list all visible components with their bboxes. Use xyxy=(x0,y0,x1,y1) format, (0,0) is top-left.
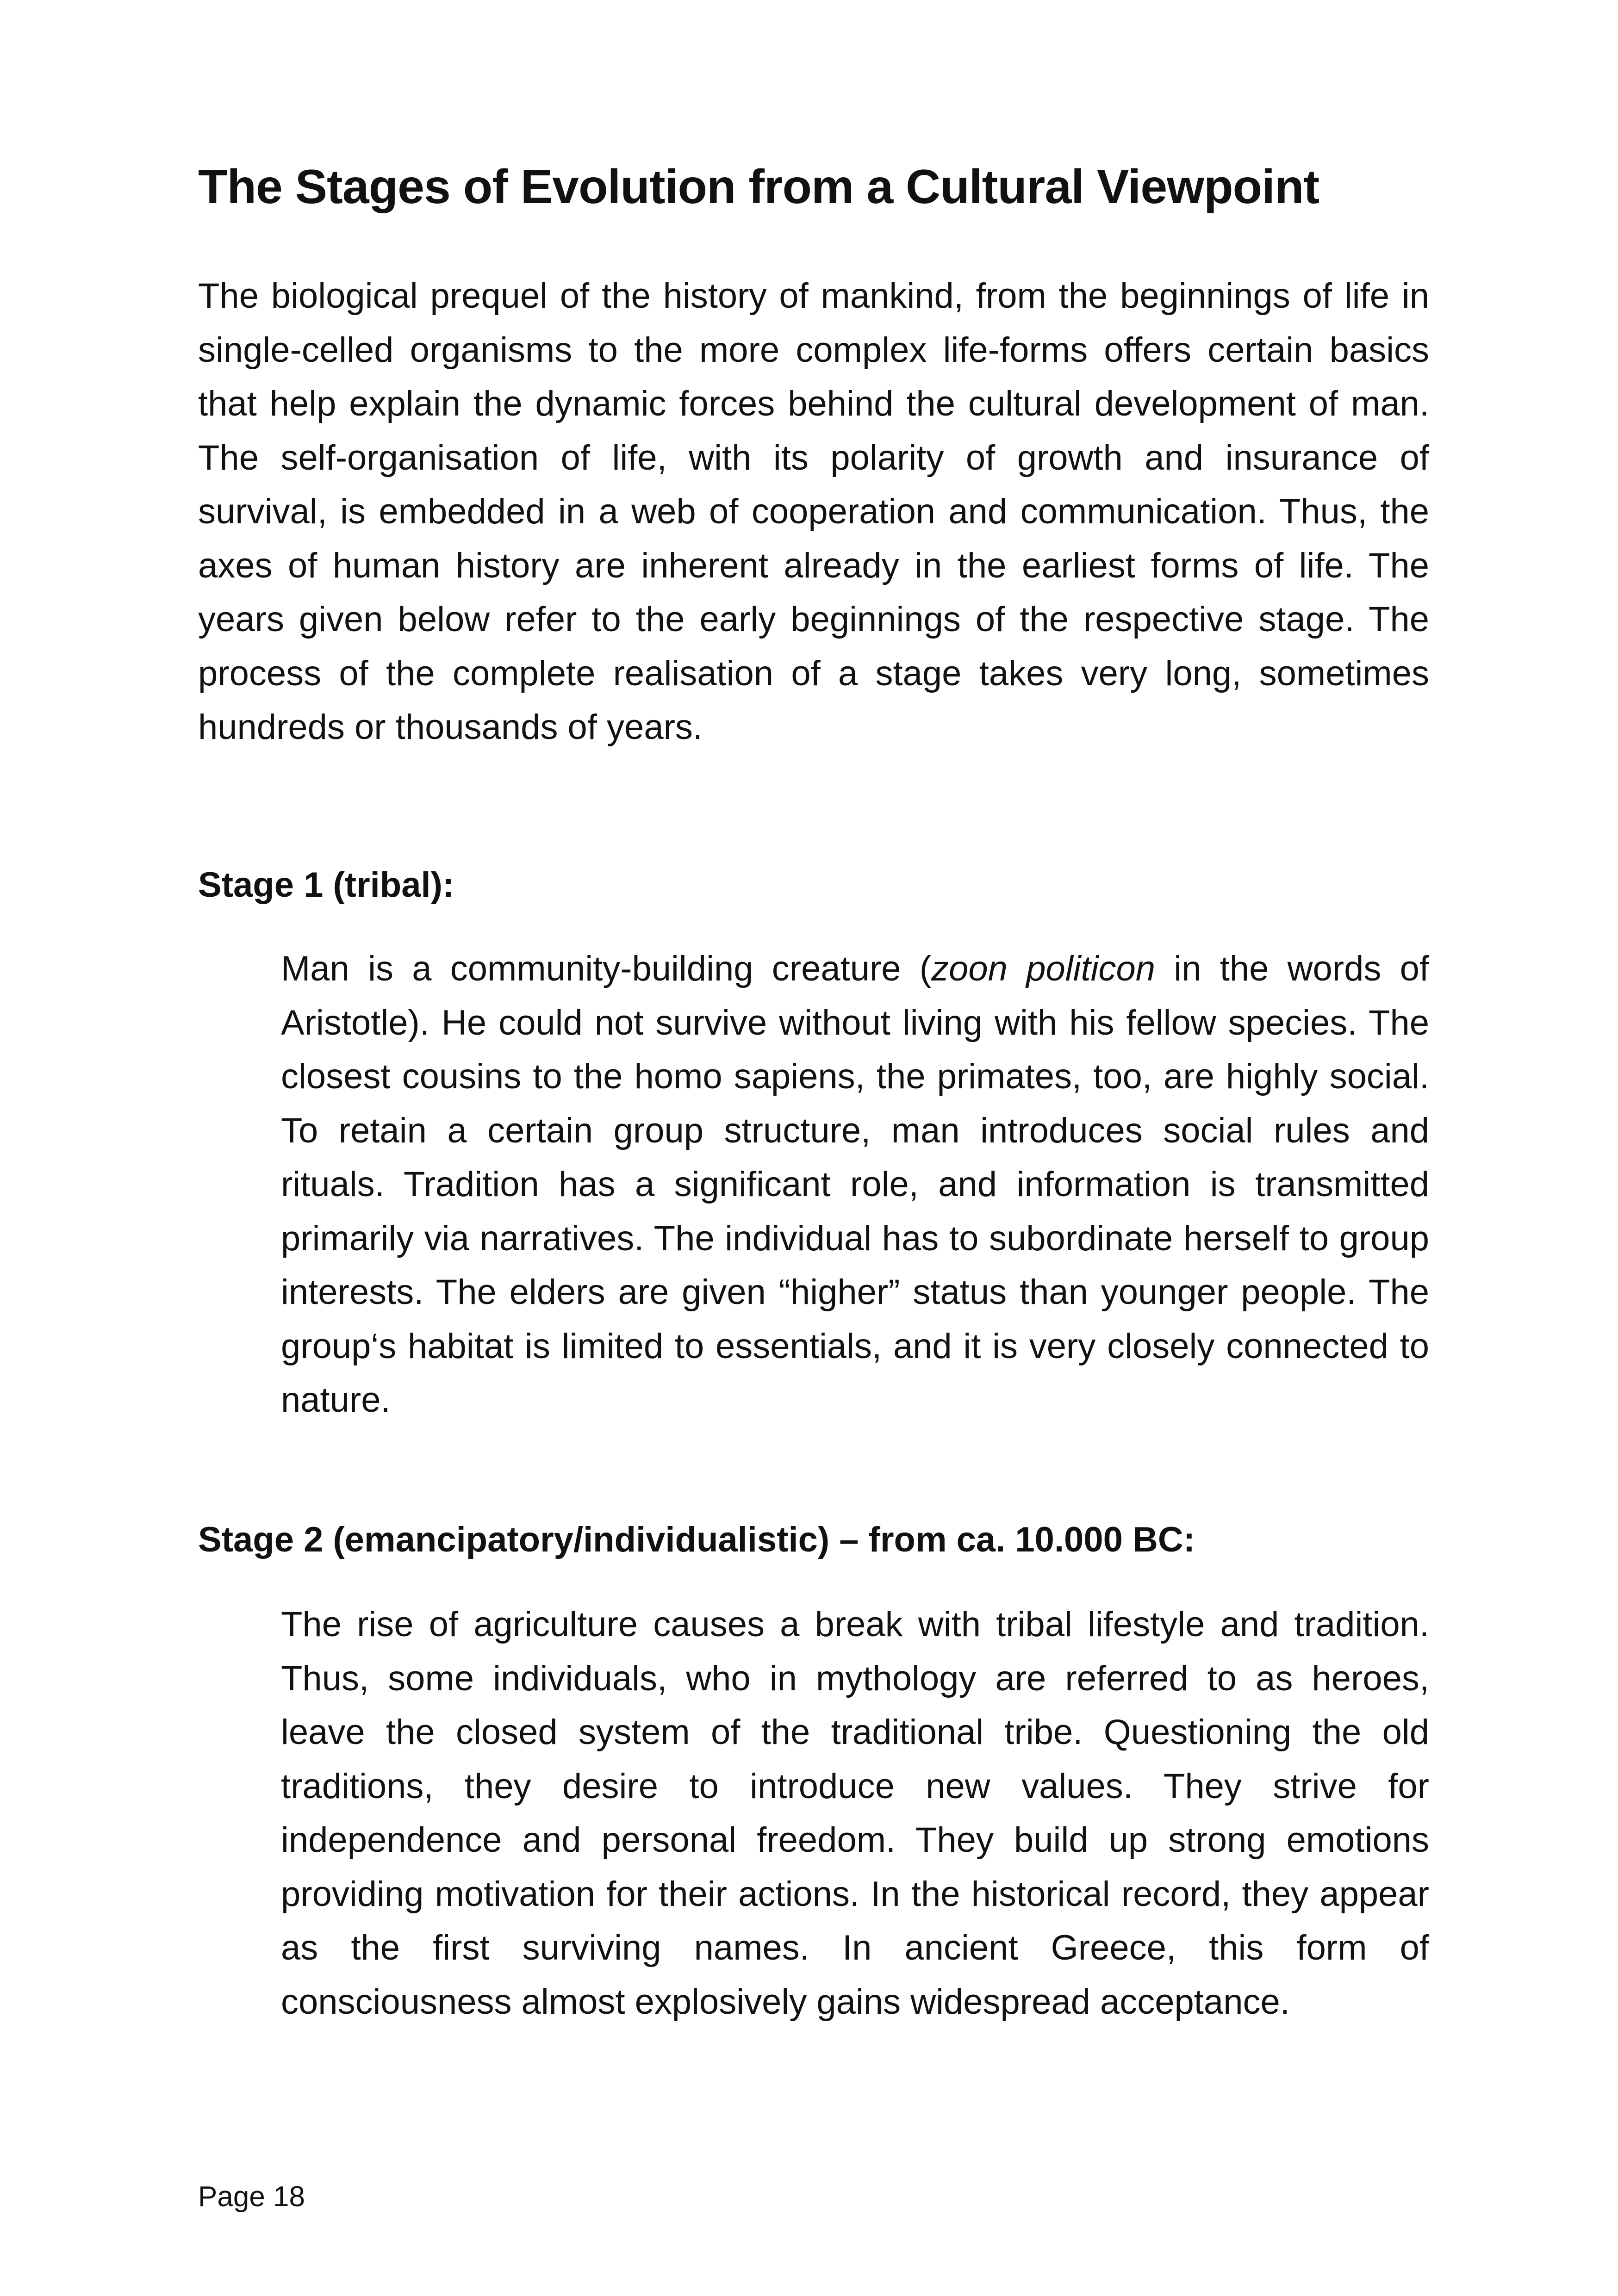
stage-2-paragraph: The rise of agriculture causes a break with tribal lifestyle and tradition. Thus, some individuals, who in mythology are referred to as heroes, leave the closed system of the traditional tribe. Questioning the old traditions, they desire to introduce new values. They strive for independence and personal freedom. They build up strong emotions providing motivation for their actions. In the historical record, they appear as the first surviving names. In ancient Greece, this form of consciousness almost explosively gains widespread acceptance. xyxy=(281,1605,1429,2022)
page-number: Page 18 xyxy=(198,2181,305,2213)
stage-1-emphasis: zoon politicon xyxy=(931,949,1156,988)
stage-1-text-end: in the words of Aristotle). He could not survive without living with his fellow species. The closest cousins to the homo sapiens, the primates, too, are highly social. To retain a certain group structure, man introduces social rules and rituals. Tradition has a significant role, and information is transmitted primarily via narratives. The individual has to subordinate herself to group interests. The elders are given “higher” status than younger people. The group‘s habitat is limited to essentials, and it is very closely connected to nature. xyxy=(281,949,1430,1420)
page-title: The Stages of Evolution from a Cultural Viewpoint xyxy=(198,160,1319,214)
intro-paragraph: The biological prequel of the history of mankind, from the beginnings of life in single-celled organisms to the more complex life-forms offers certain basics that help explain the dynamic forces behind the cultural development of man. The self-organisation of life, with its polarity of growth and insurance of survival, is embedded in a web of cooperation and communication. Thus, the axes of human history are inherent already in the earliest forms of life. The years given below refer to the early beginnings of the respective stage. The process of the complete realisation of a stage takes very long, sometimes hundreds or thousands of years. xyxy=(198,276,1429,747)
stage-1-paragraph xyxy=(281,942,1429,1427)
stage-1-text-start: Man is a community-building creature ( xyxy=(281,949,932,988)
stage-1-heading: Stage 1 (tribal): xyxy=(198,865,454,905)
stage-2-heading: Stage 2 (emancipatory/individualistic) – from ca. 10.000 BC: xyxy=(198,1520,1195,1559)
